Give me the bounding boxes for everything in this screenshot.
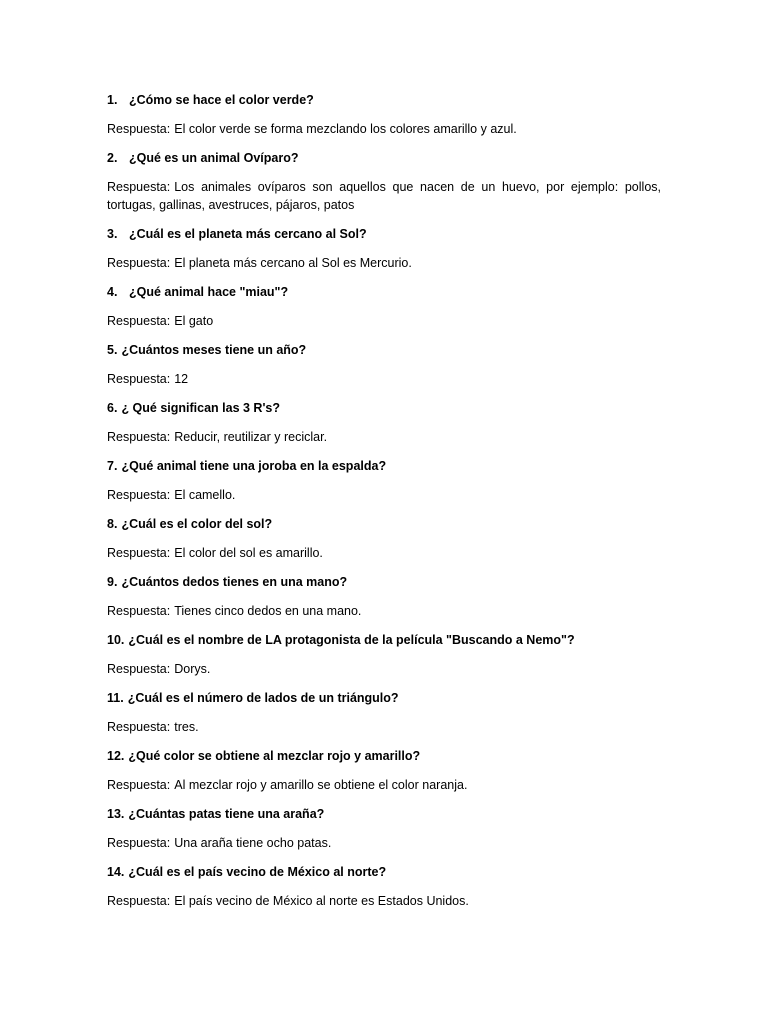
qa-item-3: [107, 225, 661, 272]
answer: [107, 120, 661, 138]
question-number: 4.: [107, 285, 118, 299]
question-number: 9.: [107, 575, 118, 589]
question-number: 5.: [107, 343, 118, 357]
qa-item-7: [107, 457, 661, 504]
answer-label: Respuesta:: [107, 314, 171, 328]
qa-item-1: [107, 91, 661, 138]
qa-item-11: [107, 689, 661, 736]
question: [107, 747, 661, 765]
answer-text: Reducir, reutilizar y reciclar.: [174, 430, 328, 444]
question: [107, 149, 661, 167]
question: [107, 225, 661, 243]
question: [107, 515, 661, 533]
question: [107, 457, 661, 475]
answer-label: Respuesta:: [107, 122, 171, 136]
answer: [107, 544, 661, 562]
question: [107, 91, 661, 109]
answer-text: Tienes cinco dedos en una mano.: [174, 604, 362, 618]
question-number: 6.: [107, 401, 118, 415]
answer: [107, 834, 661, 852]
answer: [107, 660, 661, 678]
question: [107, 283, 661, 301]
question-text: ¿Cuál es el número de lados de un triángulo?: [127, 691, 399, 705]
answer: [107, 486, 661, 504]
question-text: ¿Cuántos meses tiene un año?: [121, 343, 307, 357]
qa-list: [107, 91, 661, 921]
answer: [107, 428, 661, 446]
answer-label: Respuesta:: [107, 894, 171, 908]
answer-text: El gato: [174, 314, 214, 328]
answer: [107, 312, 661, 330]
answer-label: Respuesta:: [107, 180, 171, 194]
question-text: ¿ Qué significan las 3 R's?: [121, 401, 281, 415]
question: [107, 805, 661, 823]
question-number: 11.: [107, 691, 124, 705]
answer: [107, 892, 661, 910]
answer-label: Respuesta:: [107, 662, 171, 676]
question-text: ¿Cuál es el nombre de LA protagonista de la película "Buscando a Nemo"?: [128, 633, 575, 647]
qa-item-5: [107, 341, 661, 388]
question-text: ¿Cuántas patas tiene una araña?: [128, 807, 325, 821]
answer-text: El país vecino de México al norte es Estados Unidos.: [174, 894, 469, 908]
question-text: ¿Qué animal hace "miau"?: [129, 285, 289, 299]
question-number: 13.: [107, 807, 125, 821]
question-number: 12.: [107, 749, 125, 763]
answer-label: Respuesta:: [107, 430, 171, 444]
question: [107, 689, 661, 707]
question-text: ¿Cuál es el color del sol?: [121, 517, 273, 531]
qa-item-2: [107, 149, 661, 214]
qa-item-4: [107, 283, 661, 330]
question-number: 7.: [107, 459, 118, 473]
question-number: 2.: [107, 151, 118, 165]
answer: [107, 602, 661, 620]
answer-text: El planeta más cercano al Sol es Mercurio.: [174, 256, 412, 270]
qa-item-6: [107, 399, 661, 446]
answer-label: Respuesta:: [107, 778, 171, 792]
question-number: 10.: [107, 633, 125, 647]
answer-text: El color del sol es amarillo.: [174, 546, 323, 560]
qa-item-9: [107, 573, 661, 620]
question-text: ¿Cuál es el país vecino de México al norte?: [128, 865, 387, 879]
answer-text: 12: [174, 372, 189, 386]
answer-label: Respuesta:: [107, 546, 171, 560]
answer-text: tres.: [174, 720, 199, 734]
question-text: ¿Cuál es el planeta más cercano al Sol?: [129, 227, 367, 241]
question: [107, 341, 661, 359]
qa-item-10: [107, 631, 661, 678]
question-number: 14.: [107, 865, 125, 879]
answer: [107, 254, 661, 272]
answer-label: Respuesta:: [107, 372, 171, 386]
qa-item-14: [107, 863, 661, 910]
answer-text: Dorys.: [174, 662, 211, 676]
answer-text: Los animales ovíparos son aquellos que nacen de un huevo, por ejemplo: pollos, tortugas, gallinas, avestruces, pájaros, patos: [107, 180, 661, 212]
question: [107, 399, 661, 417]
answer-label: Respuesta:: [107, 256, 171, 270]
question-number: 1.: [107, 93, 118, 107]
answer: [107, 178, 661, 214]
question-number: 8.: [107, 517, 118, 531]
answer-label: Respuesta:: [107, 720, 171, 734]
answer-text: Al mezclar rojo y amarillo se obtiene el color naranja.: [174, 778, 468, 792]
question-text: ¿Qué animal tiene una joroba en la espalda?: [121, 459, 387, 473]
question-text: ¿Cuántos dedos tienes en una mano?: [121, 575, 348, 589]
answer: [107, 776, 661, 794]
question-text: ¿Qué es un animal Ovíparo?: [129, 151, 299, 165]
question-text: ¿Cómo se hace el color verde?: [129, 93, 314, 107]
question: [107, 631, 661, 649]
answer: [107, 370, 661, 388]
qa-item-12: [107, 747, 661, 794]
answer-label: Respuesta:: [107, 836, 171, 850]
question-text: ¿Qué color se obtiene al mezclar rojo y amarillo?: [128, 749, 421, 763]
qa-item-13: [107, 805, 661, 852]
question: [107, 863, 661, 881]
answer-text: El color verde se forma mezclando los colores amarillo y azul.: [174, 122, 517, 136]
answer-text: Una araña tiene ocho patas.: [174, 836, 332, 850]
question: [107, 573, 661, 591]
answer-text: El camello.: [174, 488, 236, 502]
qa-item-8: [107, 515, 661, 562]
question-number: 3.: [107, 227, 118, 241]
answer: [107, 718, 661, 736]
answer-label: Respuesta:: [107, 488, 171, 502]
answer-label: Respuesta:: [107, 604, 171, 618]
